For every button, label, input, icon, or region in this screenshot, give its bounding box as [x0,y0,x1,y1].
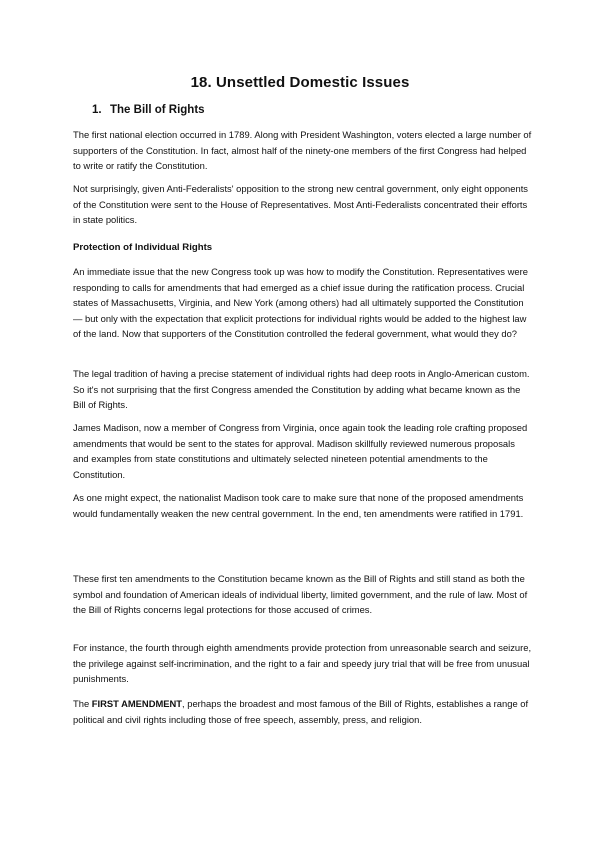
p9-rest: , perhaps the broadest and most famous of the Bill of Rights, establishes a range of political and civil rights including those of free speech, assembly, press, and religion. [73,698,529,725]
page-title: 18. Unsettled Domestic Issues [190,74,410,91]
section-label: The Bill of Rights [110,104,205,116]
paragraph-2: Not surprisingly, given Anti-Federalists' opposition to the strong new central government, only eight opponents of the Constitution were sent to the House of Representatives. Most Anti-Federalists concentrated their efforts in state politics. [73,183,528,226]
p9-prefix: The [73,698,92,709]
section-heading [92,104,205,116]
paragraph-6: As one might expect, the nationalist Madison took care to make sure that none of the proposed amendments would fundamentally weaken the new central government. In the end, ten amendments were ratified in 1791. [73,492,524,519]
paragraph-1: The first national election occurred in 1789. Along with President Washington, voters elected a large number of supporters of the Constitution. In fact, almost half of the ninety-one members of the first Congress had helped to write or ratify the Constitution. [73,129,532,172]
paragraph-8: For instance, the fourth through eighth amendments provide protection from unreasonable search and seizure, the privilege against self-incrimination, and the right to a fair and speedy jury trial that will be free from unusual punishments. [73,642,532,685]
paragraph-4: The legal tradition of having a precise statement of individual rights had deep roots in Anglo-American custom. So it's not surprising that the first Congress amended the Constitution by adding what became known as the Bill of Rights. [73,368,530,411]
paragraph-5: James Madison, now a member of Congress from Virginia, once again took the leading role crafting proposed amendments that would be sent to the states for approval. Madison skillfully reviewed numerous proposals and examples from state constitutions and ultimately selected nineteen potential amendments to the Constitution. [73,422,528,480]
first-amendment-emphasis: FIRST AMENDMENT [91,698,183,709]
paragraph-9 [73,696,533,727]
paragraph-3: An immediate issue that the new Congress took up was how to modify the Constitution. Representatives were responding to calls for amendments that had emerged as a chief issue during the ratification process. Crucial states of Massachusetts, Virginia, and New York (among others) had all ultimately supported the Constitution — but only with the expectation that explicit protections for individual rights would be added to the highest law of the land. Now that supporters of the Constitution controlled the federal government, what would they do? [73,266,528,340]
paragraph-7: These first ten amendments to the Constitution became known as the Bill of Rights and still stand as both the symbol and foundation of American ideals of individual liberty, limited government, and the rule of law. Most of the Bill of Rights concerns legal protections for those accused of crimes. [73,573,528,616]
subheading: Protection of Individual Rights [73,242,213,253]
section-number: 1. [92,104,102,116]
